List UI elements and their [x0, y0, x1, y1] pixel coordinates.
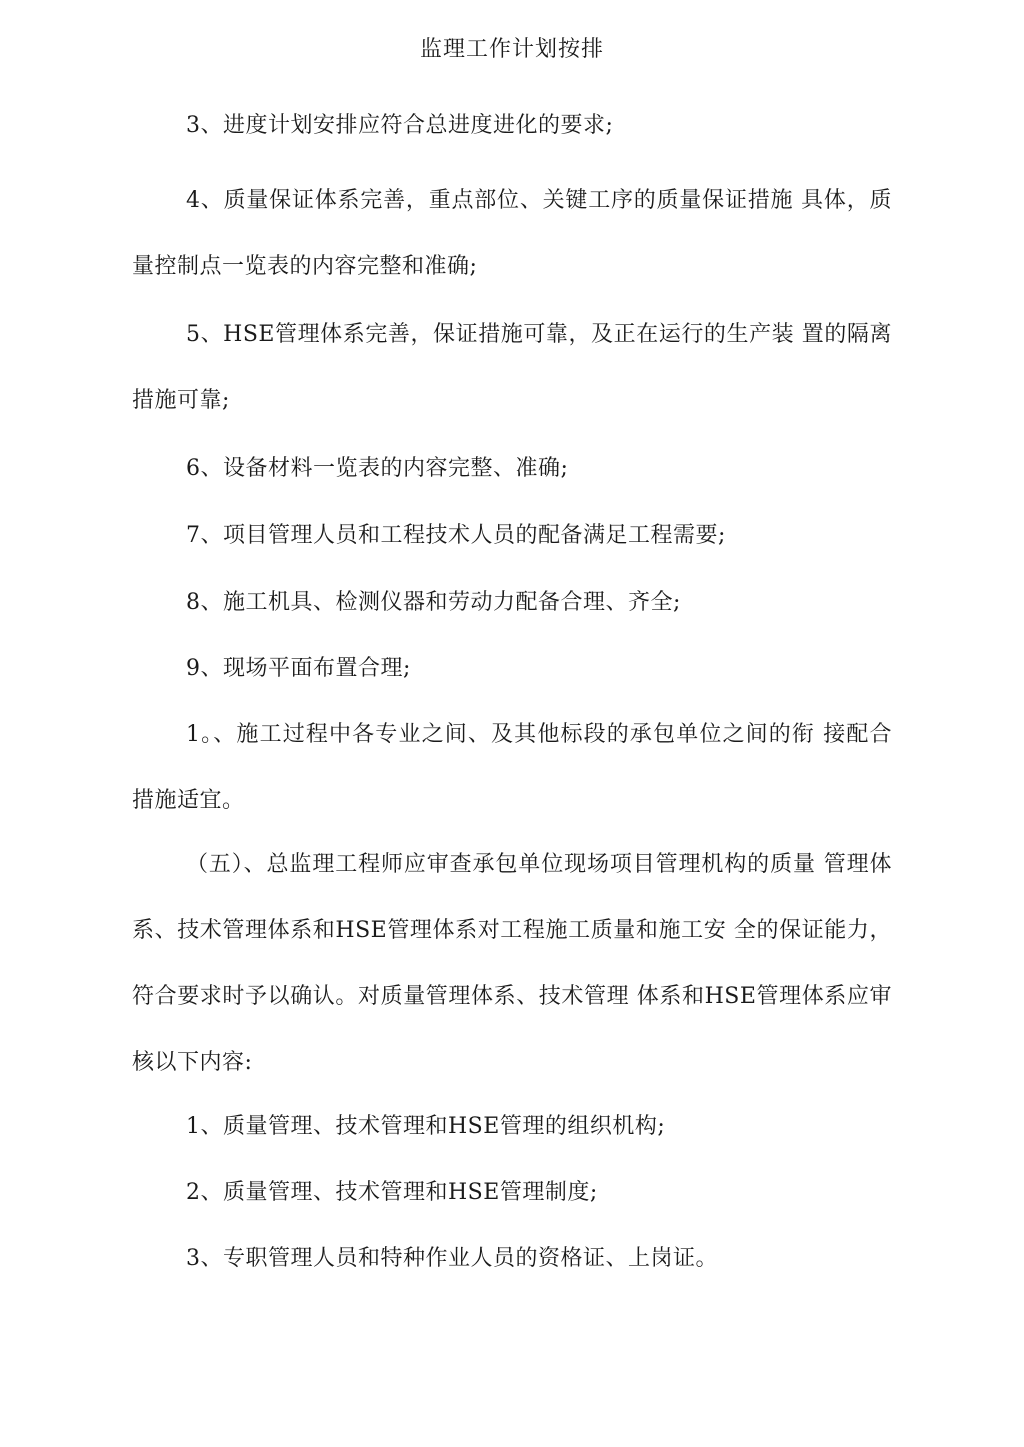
paragraph-item-9-site-layout: 9、现场平面布置合理; — [186, 656, 411, 681]
paragraph-item-10-coordination: 1。、施工过程中各专业之间、及其他标段的承包单位之间的衔 接配合措施适宜。 — [132, 722, 892, 813]
paragraph-review-item-2: 2、质量管理、技术管理和HSE管理制度; — [186, 1180, 598, 1205]
page-title: 监理工作计划按排 — [419, 37, 604, 62]
paragraph-review-item-3: 3、专职管理人员和特种作业人员的资格证、上岗证。 — [186, 1246, 718, 1271]
paragraph-item-4-quality: 4、质量保证体系完善，重点部位、关键工序的质量保证措施 具体，质量控制点一览表的内容完整和准确; — [132, 188, 892, 279]
paragraph-item-6-equipment: 6、设备材料一览表的内容完整、准确; — [186, 456, 569, 481]
paragraph-review-item-1: 1、质量管理、技术管理和HSE管理的组织机构; — [186, 1114, 666, 1139]
paragraph-item-7-staffing: 7、项目管理人员和工程技术人员的配备满足工程需要; — [186, 523, 726, 548]
paragraph-item-3-schedule: 3、进度计划安排应符合总进度进化的要求; — [186, 113, 614, 138]
paragraph-item-5-hse: 5、HSE管理体系完善，保证措施可靠，及正在运行的生产装 置的隔离措施可靠; — [132, 322, 892, 413]
paragraph-item-8-machinery: 8、施工机具、检测仪器和劳动力配备合理、齐全; — [186, 590, 681, 615]
paragraph-section-5-review: （五）、总监理工程师应审查承包单位现场项目管理机构的质量 管理体系、技术管理体系和HSE管理体系对工程施工质量和施工安 全的保证能力，符合要求时予以确认。对质量管理体系、技术管理 体系和HSE管理体系应审核以下内容: — [132, 852, 892, 1075]
